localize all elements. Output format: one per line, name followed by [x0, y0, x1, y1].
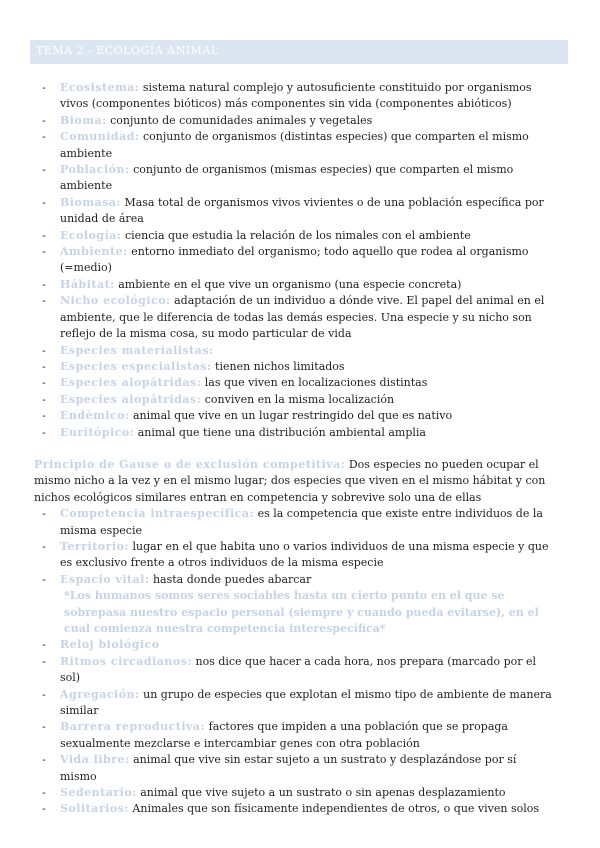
list-item: [34, 195, 554, 228]
list-item: [34, 425, 554, 441]
term-label: Vida libre:: [60, 753, 130, 767]
term-label: Especies alopátridas:: [60, 392, 202, 406]
term-definition: un grupo de especies que explotan el mismo tipo de ambiente de manera similar: [60, 687, 552, 718]
term-definition: sistema natural complejo y autosuficiente constituido por organismos vivos (componentes bióticos) más componentes sin vida (componentes abióticos): [60, 81, 532, 111]
list-item: [34, 785, 554, 801]
definitions-list: [34, 80, 554, 441]
behavior-list: [34, 637, 554, 817]
competition-list: [34, 506, 554, 588]
term-label: Especies alopátridas:: [60, 376, 202, 390]
term-label: Ambiente:: [60, 245, 128, 259]
principle-definition: Dos especies no pueden ocupar el mismo nicho a la vez y en el mismo lugar; dos especies que viven en el mismo hábitat y con nichos ecológicos similares entran en competencia y sobrevive solo una de ellas: [34, 457, 546, 504]
list-item: [34, 162, 554, 195]
term-definition: conjunto de comunidades animales y vegetales: [106, 113, 373, 127]
list-item: [34, 408, 554, 424]
list-item: [34, 506, 554, 539]
term-label: Bioma:: [60, 113, 107, 127]
list-item: [34, 801, 554, 817]
term-definition: conviven en la misma localización: [201, 392, 395, 406]
list-item: [34, 80, 554, 113]
list-item: [34, 244, 554, 277]
term-definition: animal que vive sujeto a un sustrato o sin apenas desplazamiento: [136, 786, 506, 800]
list-item: [34, 719, 554, 752]
list-item: [34, 228, 554, 244]
term-label: Endémico:: [60, 409, 130, 423]
header-title: TEMA 2 - ECOLOGÍA ANIMAL: [36, 44, 219, 57]
term-label: Euritópico:: [60, 425, 135, 439]
term-definition: lugar en el que habita uno o varios individuos de una misma especie y que es exclusivo frente a otros individuos de la misma especie: [60, 539, 549, 570]
term-label: Especies especialistas:: [60, 359, 212, 373]
term-definition: Masa total de organismos vivos vivientes o de una población específica por unidad de área: [60, 195, 544, 226]
term-label: Comunidad:: [60, 130, 140, 144]
term-label: Competencia intraespecífica:: [60, 507, 255, 521]
list-item: [34, 129, 554, 162]
list-item: [34, 375, 554, 391]
term-label: Biomasa:: [60, 195, 121, 209]
list-item: [34, 113, 554, 129]
term-definition: las que viven en localizaciones distintas: [201, 376, 428, 390]
term-label: Agregación:: [60, 687, 140, 701]
list-item: [34, 637, 554, 653]
term-definition: entorno inmediato del organismo; todo aquello que rodea al organismo (=medio): [60, 245, 529, 275]
term-label: Solitarios:: [60, 802, 129, 816]
list-item: [34, 293, 554, 342]
list-item: [34, 277, 554, 293]
term-definition: adaptación de un individuo a dónde vive. El papel del animal en el ambiente, que le diferencia de todas las demás especies. Una especie y su nicho son reflejo de la misma cosa, su modo particular de vida: [60, 294, 545, 341]
term-label: Ecología:: [60, 228, 122, 242]
term-definition: conjunto de organismos (mismas especies) que comparten el mismo ambiente: [60, 163, 514, 193]
term-label: Sedentario:: [60, 786, 137, 800]
list-item: [34, 539, 554, 572]
term-definition: es la competencia que existe entre individuos de la misma especie: [60, 507, 543, 537]
note-text: *Los humanos somos seres sociables hasta un cierto punto en el que se sobrepasa nuestro espacio personal (siempre y cuando pueda evitarse), en el cual comienza nuestra competencia interespecífica*: [64, 589, 539, 635]
section-header: [30, 40, 568, 64]
list-item: [34, 572, 554, 588]
term-label: Ritmos circadianos:: [60, 654, 192, 668]
term-definition: animal que vive en un lugar restringido del que es nativo: [129, 409, 453, 423]
term-label: Hábitat:: [60, 277, 115, 291]
term-label: Población:: [60, 163, 130, 177]
list-item: [34, 752, 554, 785]
term-definition: animal que tiene una distribución ambiental amplia: [134, 425, 426, 439]
principle-term: Principio de Gause o de exclusión competitiva:: [34, 457, 346, 471]
list-item: [34, 392, 554, 408]
principle-paragraph: [34, 457, 554, 506]
list-item: [34, 359, 554, 375]
document-body: [34, 80, 554, 818]
term-label: Ecosistema:: [60, 81, 140, 94]
term-label: Espacio vital:: [60, 572, 150, 586]
term-label: Nicho ecológico:: [60, 294, 171, 308]
term-label: Especies materialistas:: [60, 343, 214, 357]
term-definition: Animales que son físicamente independientes de otros, o que viven solos: [128, 802, 539, 816]
term-definition: hasta donde puedes abarcar: [149, 572, 312, 586]
list-item: [34, 654, 554, 687]
term-definition: tienen nichos limitados: [211, 359, 345, 373]
list-item: [34, 343, 554, 359]
term-label: Barrera reproductiva:: [60, 720, 206, 734]
term-label: Reloj biológico: [60, 638, 160, 652]
term-label: Territorio:: [60, 539, 129, 553]
list-item: [34, 687, 554, 720]
term-definition: conjunto de organismos (distintas especies) que comparten el mismo ambiente: [60, 130, 529, 160]
term-definition: factores que impiden a una población que se propaga sexualmente mezclarse e intercambiar genes con otra población: [60, 720, 508, 750]
term-definition: ciencia que estudia la relación de los nimales con el ambiente: [121, 228, 471, 242]
term-definition: nos dice que hacer a cada hora, nos prepara (marcado por el sol): [60, 654, 537, 685]
term-definition: animal que vive sin estar sujeto a un sustrato y desplazándose por sí mismo: [60, 753, 517, 783]
term-definition: ambiente en el que vive un organismo (una especie concreta): [114, 277, 462, 291]
